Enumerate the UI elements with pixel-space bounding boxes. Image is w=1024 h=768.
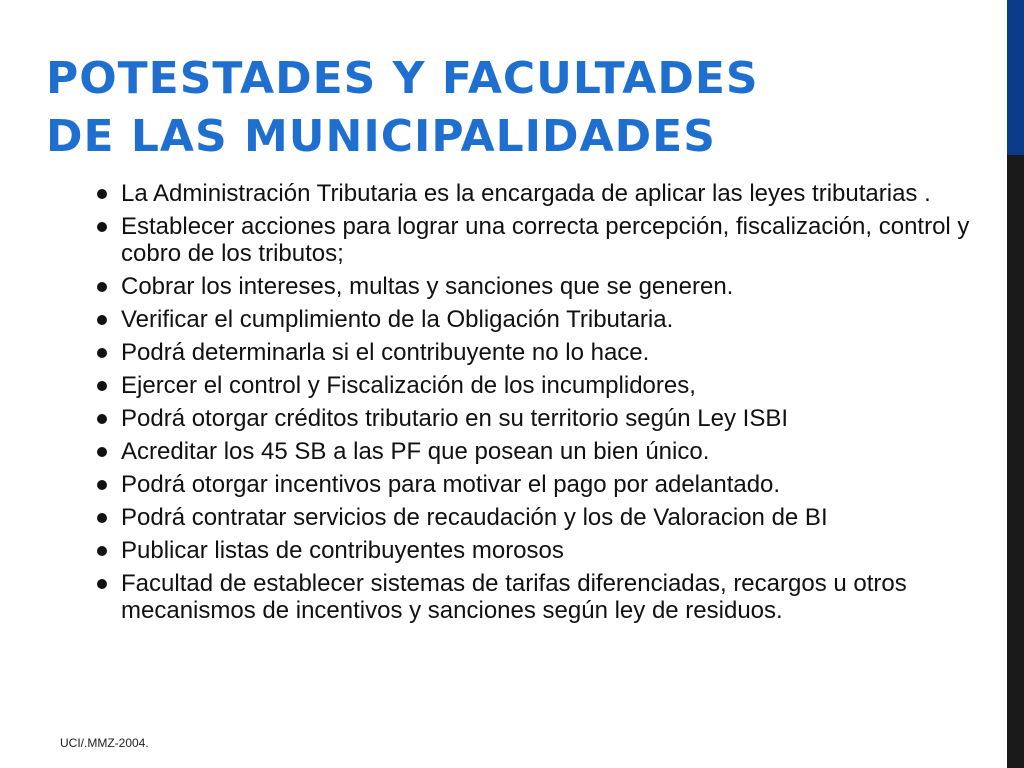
bullet-item: Facultad de establecer sistemas de tarifas diferenciadas, recargos u otros mecanismos de incentivos y sanciones según ley de residuos. xyxy=(96,570,991,624)
accent-bar-bottom xyxy=(1007,155,1024,768)
slide-title-line-1: POTESTADES Y FACULTADES xyxy=(46,53,759,104)
slide-title xyxy=(46,50,986,166)
bullet-item: Podrá contratar servicios de recaudación y los de Valoracion de BI xyxy=(96,504,991,531)
bullet-item: Publicar listas de contribuyentes morosos xyxy=(96,537,991,564)
bullet-item: Podrá determinarla si el contribuyente no lo hace. xyxy=(96,339,991,366)
bullet-item: Establecer acciones para lograr una correcta percepción, fiscalización, control y cobro de los tributos; xyxy=(96,213,991,267)
bullet-item: Podrá otorgar créditos tributario en su territorio según Ley ISBI xyxy=(96,405,991,432)
accent-bar-top xyxy=(1007,0,1024,155)
bullet-item: Cobrar los intereses, multas y sanciones que se generen. xyxy=(96,273,991,300)
bullet-item: Acreditar los 45 SB a las PF que posean un bien único. xyxy=(96,438,991,465)
footer-text: UCI/.MMZ-2004. xyxy=(60,736,149,750)
bullet-item: La Administración Tributaria es la encargada de aplicar las leyes tributarias . xyxy=(96,180,991,207)
bullet-list xyxy=(96,180,991,630)
bullet-item: Verificar el cumplimiento de la Obligación Tributaria. xyxy=(96,306,991,333)
slide-title-line-2: DE LAS MUNICIPALIDADES xyxy=(46,111,716,162)
bullet-item: Ejercer el control y Fiscalización de los incumplidores, xyxy=(96,372,991,399)
bullet-item: Podrá otorgar incentivos para motivar el pago por adelantado. xyxy=(96,471,991,498)
